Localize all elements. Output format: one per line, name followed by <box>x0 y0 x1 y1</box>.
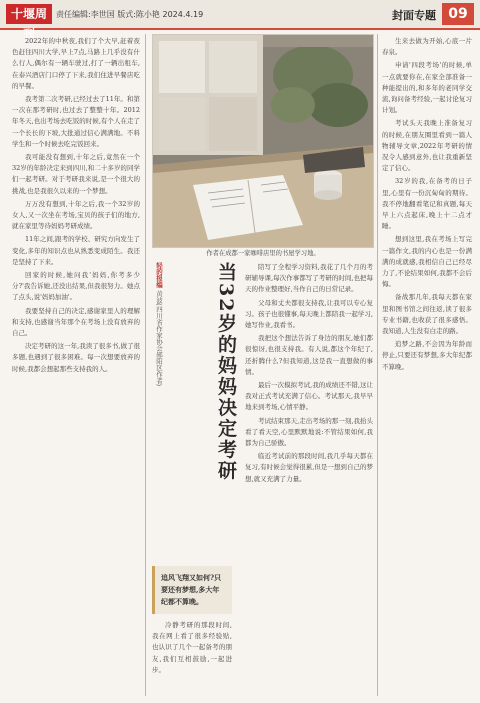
paragraph: 2022年的中秋夜,我们了个大早,赶着夜色赶往四川大学,早上7点,马路上几乎没有什么行人,偶尔有一辆车驶过,打了一辆出租车,在泰兴酒店门口停了下来,我们住进早餐店吃的早餐。 <box>12 37 140 90</box>
article-column-left <box>12 36 140 696</box>
paragraph: 我要坚持自己的决定,感谢家里人的理解和支持,也感谢当年那个在考场上没有放弃的自己。 <box>12 306 140 338</box>
paragraph: 我考第二次考研,已经过去了11年。和第一次在那考研时,也过去了整整十年。2012年冬天,也出考场去吃饭的时候,有个人在走了一个长长的下坡,大批通过信心满满地。不料学生和一个时候去吃完饭回来。 <box>12 95 140 148</box>
paragraph: 回家的时候,她问我'妈妈,你考多少分?'我告诉她,还没出结果,但我很努力。她点了点头,说'妈妈加油'。 <box>12 271 140 302</box>
subtitle-tag: 轻的报编 <box>155 262 163 288</box>
author-line: 黄波(四川省作家协会郧阳区作者) <box>155 290 163 387</box>
paragraph: 追梦之路,不会因为年龄而停止,只要还有梦想,多大年纪都不算晚。 <box>382 340 472 371</box>
paragraph: 万万没有想到,十年之后,我一个32岁的女人,又一次坐在考场,宝贝的孩子们的地方,就在家里等待妈妈考研成绩。 <box>12 199 140 231</box>
pull-quote: 追风飞翔又如何?只要还有梦想,多大年纪都不算晚。 <box>152 566 232 614</box>
paragraph: 想到这里,我在考场上写完一篇作文,我的内心也是一份满满的成就感,我相信自己已经尽力了,不论结果如何,我都不会后悔。 <box>382 235 472 289</box>
cafe-study-photo <box>153 35 373 247</box>
paragraph: 决定考研的这一年,我读了很多书,做了很多题,也遇到了很多困难。每一次想要放弃的时候,我都会想起那些支持我的人。 <box>12 342 140 373</box>
paragraph: 申请'四段考场'的时候,单一点就要你在,在家全部准备一种能提出的,和多年的老同学交流,询问备考经验,一起讨论复习计划。 <box>382 61 472 115</box>
photo-caption: 作者在成都一家咖啡店里的书屋学习地。 <box>206 250 320 257</box>
article-column-middle-lower <box>152 620 232 696</box>
paragraph: 临近考试前的那段时间,我几乎每天都在复习,有时候会觉得很累,但是一想到自己的梦想,就又充满了力量。 <box>245 452 373 483</box>
paragraph: 考试结束那天,走出考场的那一刻,我抬头看了看天空,心里默默地说:不管结果如何,我都为自己骄傲。 <box>245 416 373 448</box>
paragraph: 备战那几年,我每天都在家里和图书馆之间往返,读了很多专业书籍,也收获了很多感悟。我知道,人生没有白走的路。 <box>382 293 472 336</box>
paragraph: 我可能没有想到,十年之后,竟然在一个32岁的年龄决定来到四川,和二十多岁的同学们一起考研。对于考研我来说,是一个很大的挑战,也是我很久以来的一个梦想。 <box>12 153 140 195</box>
paragraph: 生来去做为开始,心底一片春泉。 <box>382 37 472 57</box>
column-divider <box>377 34 378 696</box>
article-photo <box>152 34 374 248</box>
page-header <box>0 0 480 41</box>
article-subtitle <box>154 262 164 386</box>
paragraph: 冷静考研的那段时间,我在网上看了很多经验贴,也认识了几个一起备考的朋友,我们互相鼓励,一起进步。 <box>152 621 232 674</box>
page-number: 09 <box>442 3 474 25</box>
paragraph: 陪写了全程学习资料,我花了几个月的考研辅导课,每次作事都写了考研的时间,也把每天的作业整理好,当作自己的日常记录。 <box>245 263 373 294</box>
paragraph: 我把这个想法告诉了身边的朋友,她们都很惊讶,也很支持我。有人说,都这个年纪了,还折腾什么?但我知道,这是我一直想做的事情。 <box>245 334 373 376</box>
publication-logo: 十堰周刊 <box>6 4 52 24</box>
article-title-block <box>152 262 242 562</box>
column-divider <box>145 34 146 696</box>
article-column-right <box>382 36 472 686</box>
article-title: 当32岁的妈妈决定考研 <box>215 262 237 482</box>
paragraph: 最后一次模拟考试,我的成绩还不错,这让我对正式考试充满了信心。考试那天,我早早地来到考场,心情平静。 <box>245 381 373 412</box>
editor-credits: 责任编辑:李世国 版式:陈小艳 2024.4.19 <box>56 10 204 19</box>
paragraph: 父母和丈夫都很支持我,让我可以专心复习。孩子也很懂事,每天晚上都陪我一起学习,她写作业,我看书。 <box>245 298 373 330</box>
paragraph: 11年之间,跟考的学校、研究方向发生了变化,多年的知识点也从熟悉变成陌生。我还是坚持了下来。 <box>12 235 140 266</box>
article-column-middle <box>245 262 373 692</box>
section-title: 封面专题 <box>392 9 436 22</box>
paragraph: 32岁的我,在备考的日子里,心里有一份沉甸甸的期待。我不停地翻看笔记和真题,每天早上六点起床,晚上十二点才睡。 <box>382 177 472 231</box>
paragraph: 考试头天我晚上准备复习的时候,在朋友圈里看到一篇人物辅导文章,2022年考研的情况令人感到意外,也让我重新坚定了信心。 <box>382 119 472 173</box>
